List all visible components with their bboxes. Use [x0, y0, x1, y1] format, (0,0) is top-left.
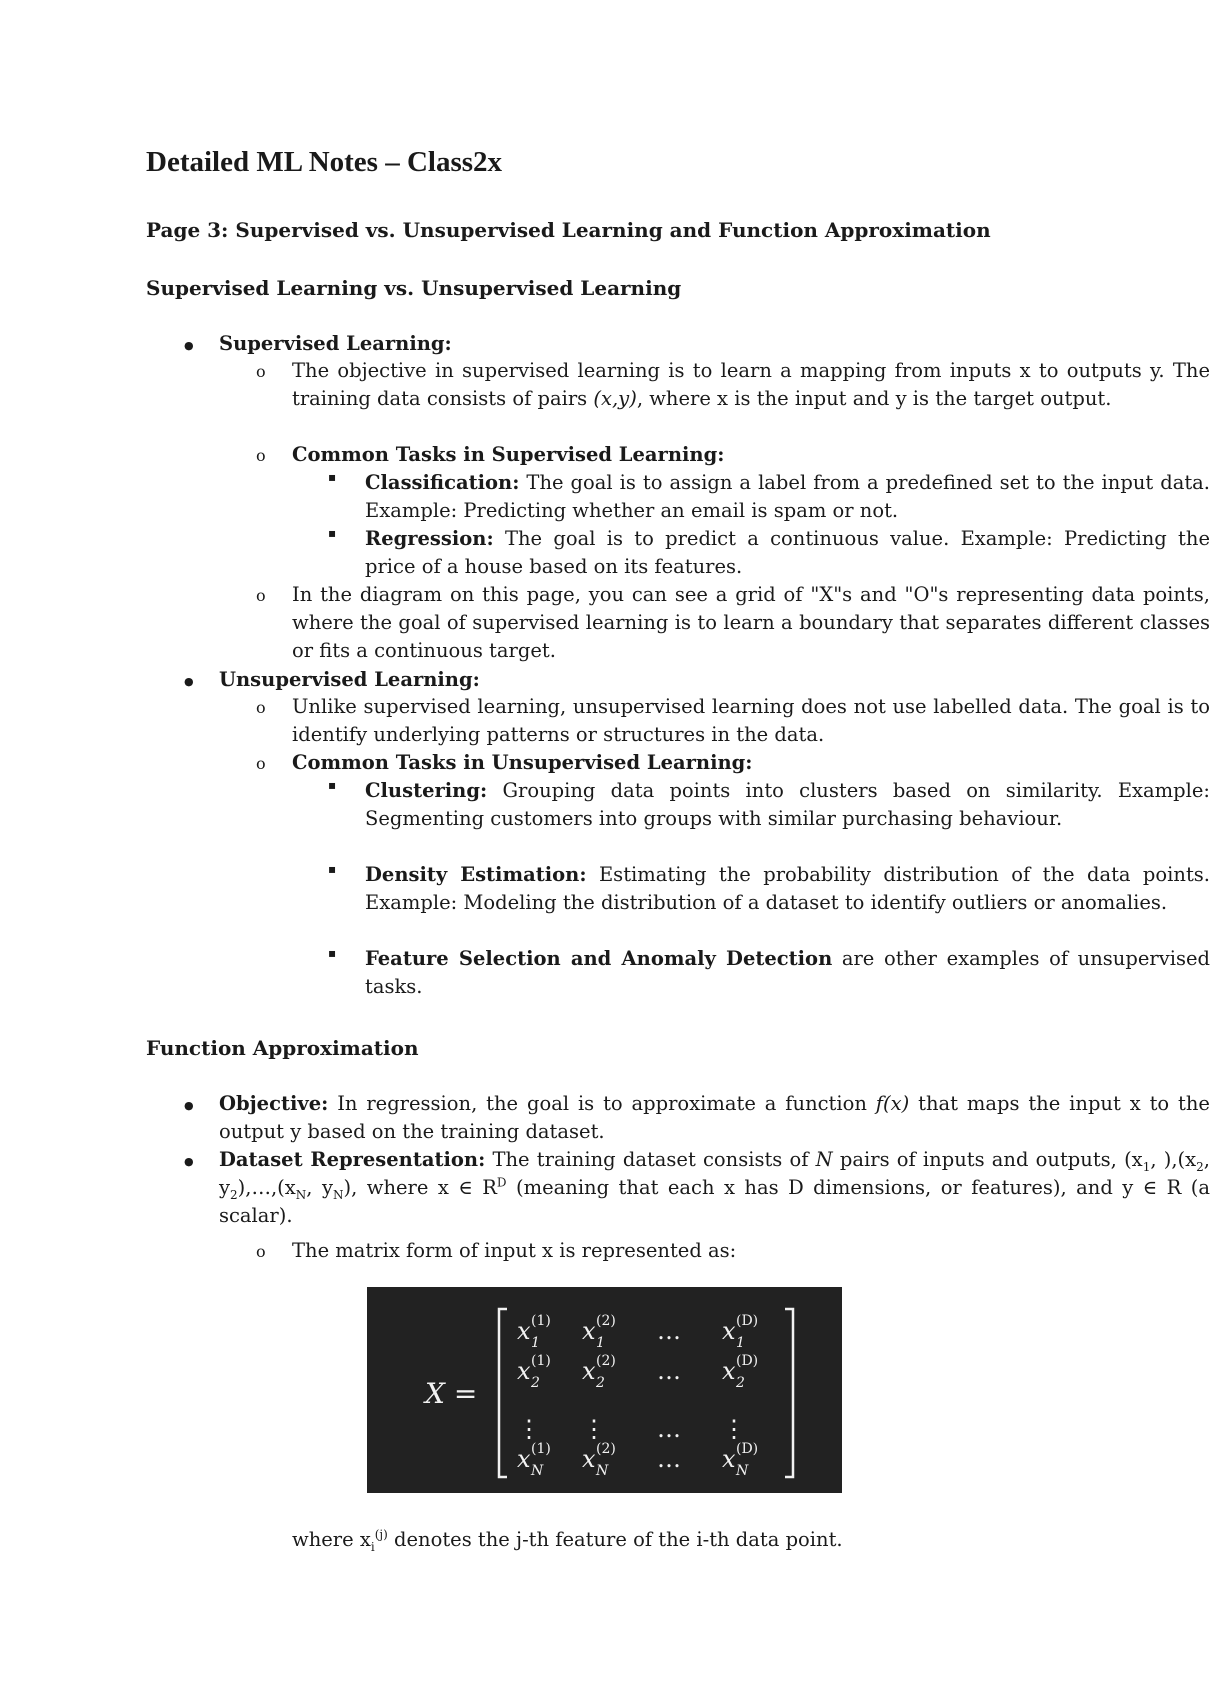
matrix-intro: The matrix form of input x is represented as: [292, 1239, 737, 1262]
unsupervised-tasks-label: Common Tasks in Unsupervised Learning: [292, 751, 753, 774]
bullet-level3: ▪ [328, 526, 337, 540]
matrix-cell-subscript: N [531, 1463, 544, 1479]
matrix-cell: x [722, 1445, 736, 1473]
bullet-level1: ● [184, 675, 194, 688]
bullet-level2: o [256, 586, 266, 605]
matrix-cell-superscript: (2) [596, 1313, 616, 1329]
density-item: Density Estimation: Estimating the probability distribution of the data points. Example: Modeling the distribution of a dataset to identify outliers or anomalies. [365, 863, 1210, 914]
matrix-caption: where $x_i^{(j)}$ denotes the j-th feature of the i-th data point. [292, 1527, 843, 1554]
clustering-item: Clustering: Grouping data points into clusters based on similarity. Example: Segmenting customers into groups with similar purchasing behaviour. [365, 779, 1210, 830]
unsupervised-label: Unsupervised Learning: [219, 668, 480, 691]
matrix-cell: x [517, 1357, 531, 1385]
matrix-cell-superscript: (1) [531, 1353, 551, 1369]
matrix-cell: ⋮ [722, 1415, 746, 1443]
matrix-cell: x [722, 1357, 736, 1385]
feature-selection-item: Feature Selection and Anomaly Detection are other examples of unsupervised tasks. [365, 947, 1210, 998]
matrix-cell-subscript: 1 [596, 1335, 605, 1351]
matrix-cell-subscript: 2 [736, 1375, 745, 1391]
bullet-level2: o [256, 1242, 266, 1261]
matrix-cell-superscript: (2) [596, 1441, 616, 1457]
matrix-cell-subscript: 2 [596, 1375, 605, 1391]
diagram-note: In the diagram on this page, you can see a grid of "X"s and "O"s representing data points, where the goal of supervised learning is to learn a boundary that separates different classes or fits a continuous target. [292, 583, 1210, 662]
matrix-cell: x [582, 1317, 596, 1345]
matrix-cell: … [657, 1357, 681, 1385]
matrix-cell: x [517, 1445, 531, 1473]
regression-item: Regression: The goal is to predict a continuous value. Example: Predicting the price of a house based on its features. [365, 527, 1210, 578]
matrix-svg [367, 1287, 842, 1493]
matrix-cell-superscript: (D) [736, 1353, 759, 1369]
bullet-level2: o [256, 698, 266, 717]
matrix-cell-subscript: 1 [736, 1335, 745, 1351]
section-heading-function-approximation: Function Approximation [146, 1036, 419, 1060]
bullet-level3: ▪ [328, 946, 337, 960]
matrix-cell: … [657, 1317, 681, 1345]
matrix-cell-subscript: 2 [531, 1375, 540, 1391]
page-heading: Page 3: Supervised vs. Unsupervised Learning and Function Approximation [146, 218, 991, 242]
bullet-level3: ▪ [328, 778, 337, 792]
supervised-paragraph: The objective in supervised learning is to learn a mapping from inputs x to outputs y. The training data consists of pairs (x,y), where x is the input and y is the target output. [292, 359, 1210, 410]
matrix-lhs: X = [425, 1377, 478, 1410]
matrix-cell-subscript: 1 [531, 1335, 540, 1351]
matrix-cell: x [517, 1317, 531, 1345]
supervised-tasks-label: Common Tasks in Supervised Learning: [292, 443, 725, 466]
matrix-cell-subscript: N [736, 1463, 749, 1479]
bullet-level1: ● [184, 1155, 194, 1168]
matrix-cells [517, 1313, 758, 1479]
matrix-cell: x [722, 1317, 736, 1345]
objective-item: Objective: In regression, the goal is to approximate a function f(x) that maps the input x to the output y based on the training dataset. [219, 1092, 1210, 1143]
matrix-cell: ⋮ [517, 1415, 541, 1443]
classification-item: Classification: The goal is to assign a label from a predefined set to the input data. Example: Predicting whether an email is spam or not. [365, 471, 1210, 522]
matrix-cell-superscript: (1) [531, 1313, 551, 1329]
matrix-cell: x [582, 1445, 596, 1473]
matrix-figure [367, 1287, 842, 1493]
matrix-cell: … [657, 1415, 681, 1443]
matrix-cell-superscript: (2) [596, 1353, 616, 1369]
unsupervised-paragraph: Unlike supervised learning, unsupervised learning does not use labelled data. The goal is to identify underlying patterns or structures in the data. [292, 695, 1210, 746]
matrix-cell-superscript: (D) [736, 1441, 759, 1457]
matrix-cell-superscript: (D) [736, 1313, 759, 1329]
section-heading-supervised-vs-unsupervised: Supervised Learning vs. Unsupervised Learning [146, 276, 682, 300]
bullet-level1: ● [184, 1099, 194, 1112]
matrix-cell-subscript: N [596, 1463, 609, 1479]
bullet-level3: ▪ [328, 470, 337, 484]
bullet-level2: o [256, 754, 266, 773]
bullet-level2: o [256, 362, 266, 381]
bullet-level1: ● [184, 339, 194, 352]
bullet-level2: o [256, 446, 266, 465]
matrix-left-bracket [499, 1309, 507, 1477]
dataset-representation-item: Dataset Representation: The training dataset consists of N pairs of inputs and outputs, ($x_1$, )$,(x_2$, $y_2),\dots,(x_N$, $y_N$), where x ∈ $R^D$ (meaning that each x has D dimensions, or features), and y ∈ R (a scalar). [219, 1148, 1210, 1227]
document-title: Detailed ML Notes – Class2x [146, 146, 503, 178]
matrix-cell: … [657, 1445, 681, 1473]
matrix-cell: ⋮ [582, 1415, 606, 1443]
matrix-cell: x [582, 1357, 596, 1385]
matrix-cell-superscript: (1) [531, 1441, 551, 1457]
supervised-label: Supervised Learning: [219, 332, 452, 355]
matrix-right-bracket [785, 1309, 793, 1477]
bullet-level3: ▪ [328, 862, 337, 876]
